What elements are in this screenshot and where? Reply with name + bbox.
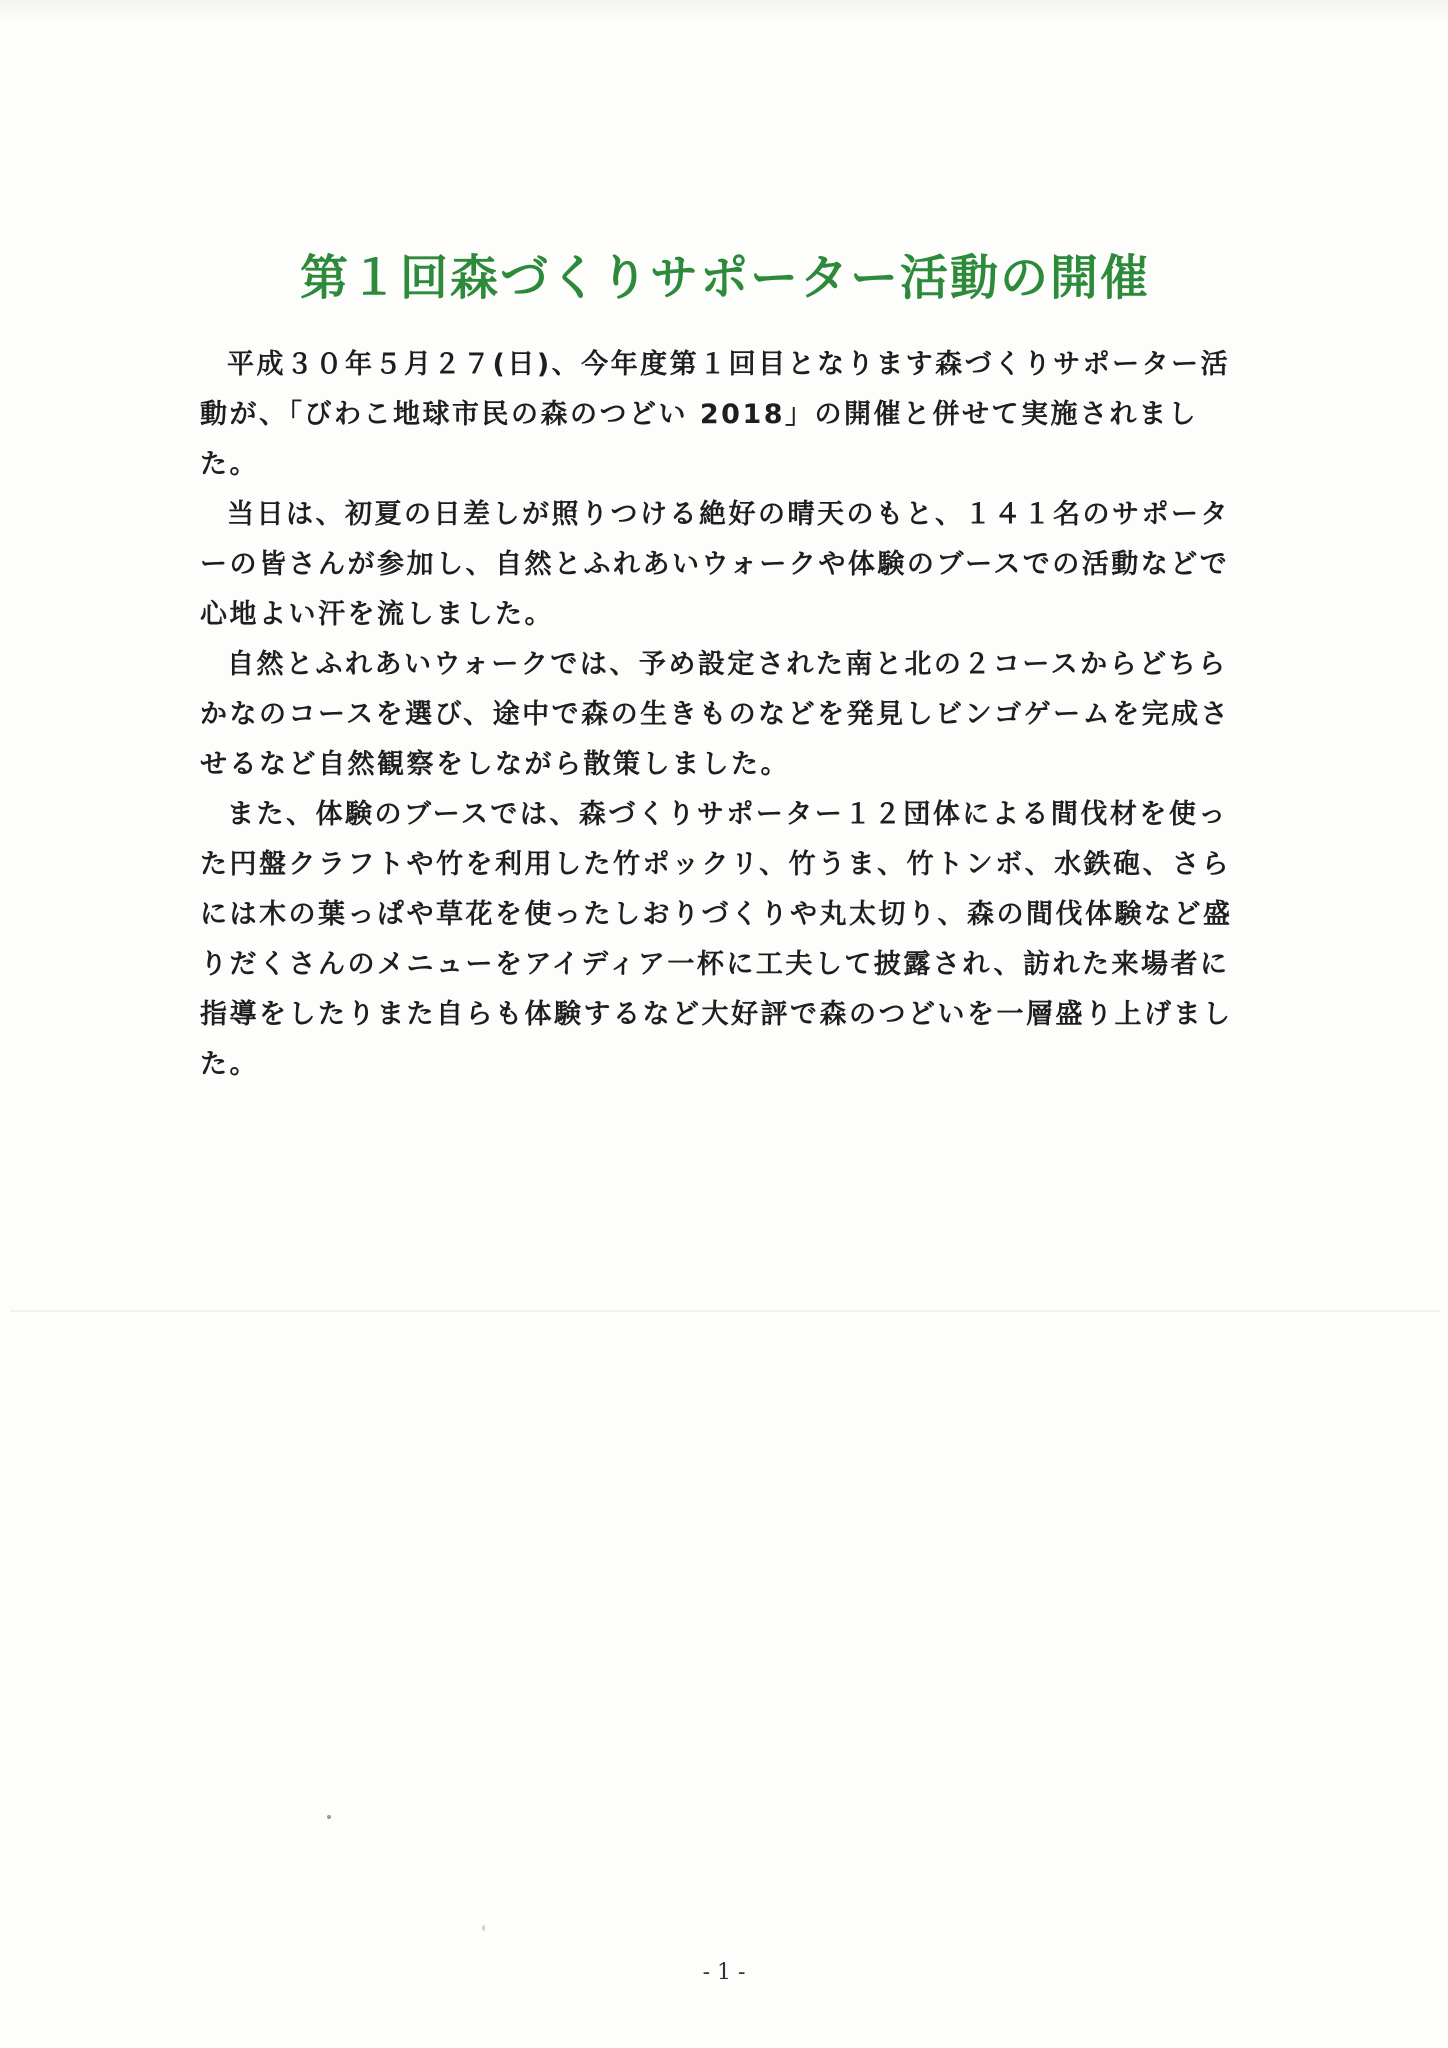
document-title: 第１回森づくりサポーター活動の開催 xyxy=(299,250,1150,307)
document-body xyxy=(200,340,1240,1090)
paragraph-3: 自然とふれあいウォークでは、予め設定された南と北の２コースからどちらかなのコースを選び、途中で森の生きものなどを発見しビンゴゲームを完成させるなど自然観察をしながら散策しました。 xyxy=(200,649,1231,780)
paragraph-2: 当日は、初夏の日差しが照りつける絶好の晴天のもと、１４１名のサポーターの皆さんが参加し、自然とふれあいウォークや体験のブースでの活動などで心地よい汗を流しました。 xyxy=(200,499,1230,630)
scan-speck xyxy=(482,1925,485,1931)
scan-artifact-line xyxy=(10,1310,1440,1312)
scan-edge xyxy=(0,0,1448,24)
paragraph-1: 平成３０年５月２７(日)、今年度第１回目となります森づくりサポーター活動が、「びわこ地球市民の森のつどい 2018」の開催と併せて実施されました。 xyxy=(200,349,1231,480)
page-number: - 1 - xyxy=(702,1960,746,1985)
scan-speck xyxy=(327,1815,331,1819)
paragraph-4: また、体験のブースでは、森づくりサポーター１２団体による間伐材を使った円盤クラフトや竹を利用した竹ポックリ、竹うま、竹トンボ、水鉄砲、さらには木の葉っぱや草花を使ったしおりづくりや丸太切り、森の間伐体験など盛りだくさんのメニューをアイディア一杯に工夫して披露され、訪れた来場者に指導をしたりまた自らも体験するなど大好評で森のつどいを一層盛り上げました。 xyxy=(200,799,1233,1080)
